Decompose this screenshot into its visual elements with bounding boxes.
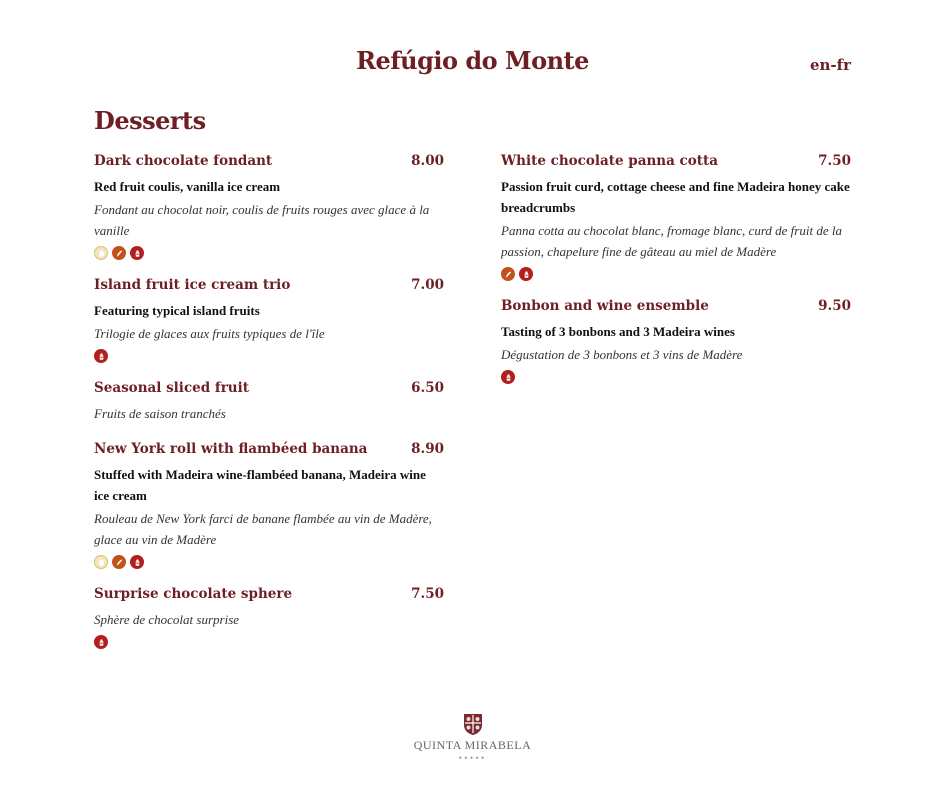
allergen-icons <box>94 635 444 649</box>
milk-icon[interactable] <box>94 635 108 649</box>
menu-column-right <box>501 153 851 401</box>
allergen-icons <box>501 267 851 281</box>
gluten-icon[interactable] <box>112 555 126 569</box>
item-price: 7.50 <box>818 153 851 169</box>
item-price: 9.50 <box>818 298 851 314</box>
brand-name: QUINTA MIRABELA <box>413 738 532 752</box>
item-description-fr: Sphère de chocolat surprise <box>94 612 240 627</box>
crest-icon <box>462 712 484 736</box>
item-name: Surprise chocolate sphere <box>94 586 293 602</box>
menu-column-left <box>94 153 444 666</box>
item-description: Tasting of 3 bonbons and 3 Madeira wines <box>501 324 735 339</box>
item-description-fr: Trilogie de glaces aux fruits typiques de l'île <box>94 326 325 341</box>
gluten-icon[interactable] <box>112 246 126 260</box>
item-name: White chocolate panna cotta <box>501 153 719 169</box>
allergen-icons <box>501 370 851 384</box>
item-name: Dark chocolate fondant <box>94 153 273 169</box>
item-description-fr: Dégustation de 3 bonbons et 3 vins de Madère <box>501 347 743 362</box>
restaurant-title: Refúgio do Monte <box>356 46 589 75</box>
item-description-fr: Panna cotta au chocolat blanc, fromage blanc, curd de fruit de la passion, chapelure fine de gâteau au miel de Madère <box>501 223 842 259</box>
menu-item <box>501 153 851 281</box>
item-name: New York roll with flambéed banana <box>94 441 368 457</box>
item-description-fr: Rouleau de New York farci de banane flambée au vin de Madère, glace au vin de Madère <box>94 511 432 547</box>
menu-item <box>94 441 444 569</box>
item-description-fr: Fondant au chocolat noir, coulis de fruits rouges avec glace à la vanille <box>94 202 430 238</box>
menu-item-header <box>94 586 444 602</box>
egg-icon[interactable] <box>94 555 108 569</box>
gluten-icon[interactable] <box>501 267 515 281</box>
section-title: Desserts <box>94 106 206 135</box>
item-description: Stuffed with Madeira wine-flambéed banana, Madeira wine ice cream <box>94 467 426 503</box>
item-name: Island fruit ice cream trio <box>94 277 291 293</box>
menu-item-header <box>94 441 444 457</box>
egg-icon[interactable] <box>94 246 108 260</box>
allergen-icons <box>94 349 444 363</box>
item-price: 6.50 <box>411 380 444 396</box>
item-price: 8.00 <box>411 153 444 169</box>
item-description-fr: Fruits de saison tranchés <box>94 406 226 421</box>
item-price: 8.90 <box>411 441 444 457</box>
menu-item <box>94 380 444 424</box>
menu-item <box>94 153 444 260</box>
item-description: Red fruit coulis, vanilla ice cream <box>94 179 281 194</box>
item-name: Seasonal sliced fruit <box>94 380 249 396</box>
item-description: Featuring typical island fruits <box>94 303 260 318</box>
item-name: Bonbon and wine ensemble <box>501 298 709 314</box>
milk-icon[interactable] <box>130 555 144 569</box>
footer-logo <box>0 712 945 760</box>
milk-icon[interactable] <box>130 246 144 260</box>
brand-stars: ★★★★★ <box>458 755 487 760</box>
language-switch[interactable]: en-fr <box>809 56 851 74</box>
milk-icon[interactable] <box>501 370 515 384</box>
menu-item-header <box>94 153 444 169</box>
menu-item <box>501 298 851 384</box>
milk-icon[interactable] <box>94 349 108 363</box>
menu-item-header <box>94 380 444 396</box>
item-price: 7.50 <box>411 586 444 602</box>
allergen-icons <box>94 555 444 569</box>
menu-item-header <box>501 298 851 314</box>
menu-item-header <box>501 153 851 169</box>
page-header <box>0 44 945 84</box>
menu-item-header <box>94 277 444 293</box>
item-description: Passion fruit curd, cottage cheese and fine Madeira honey cake breadcrumbs <box>501 179 850 215</box>
allergen-icons <box>94 246 444 260</box>
milk-icon[interactable] <box>519 267 533 281</box>
menu-item <box>94 277 444 363</box>
menu-item <box>94 586 444 649</box>
item-price: 7.00 <box>411 277 444 293</box>
